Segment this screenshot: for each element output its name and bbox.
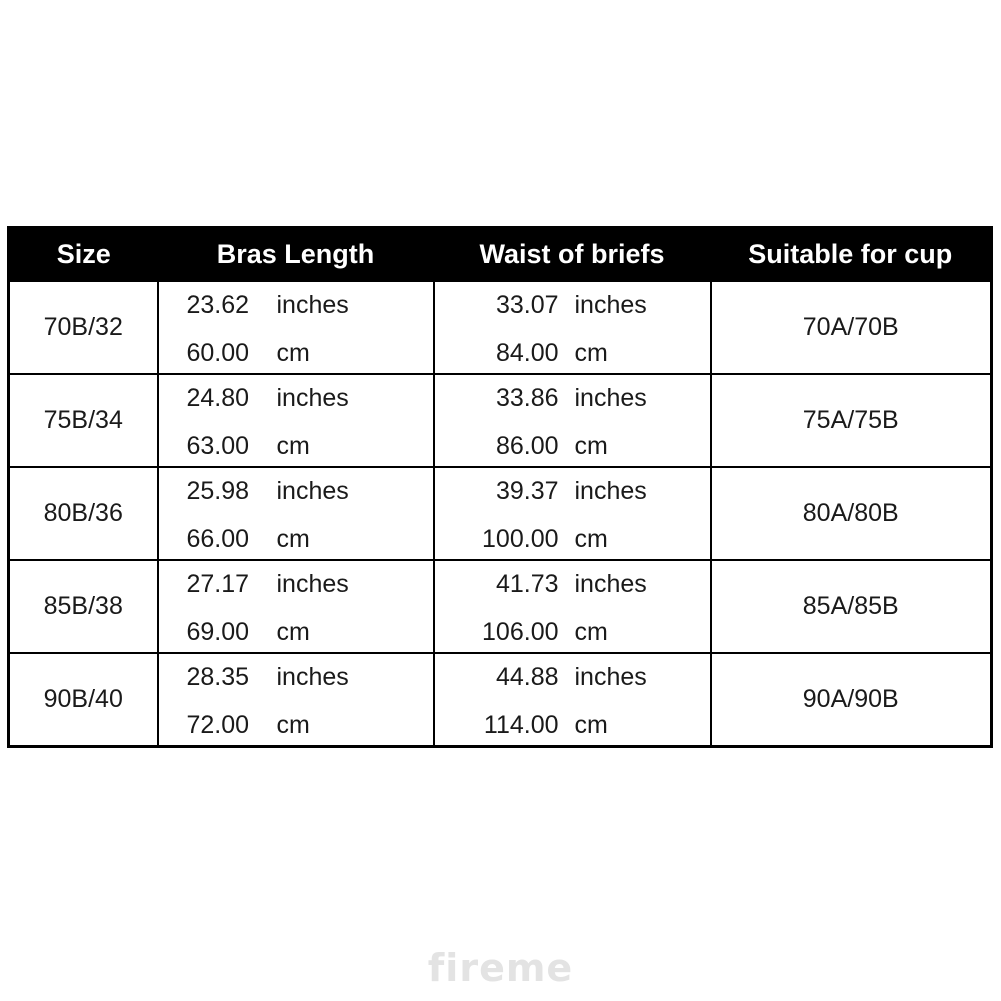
cm-unit: cm: [574, 339, 608, 367]
cup-cell: 90A/90B: [711, 653, 992, 747]
cm-unit: cm: [574, 525, 608, 553]
waist-cell: [434, 374, 711, 467]
bras-length-cell: [158, 467, 434, 560]
header-suitable-for-cup: Suitable for cup: [711, 228, 992, 282]
bras-length-cell: [158, 281, 434, 374]
bras-cm-value: 72.00: [186, 711, 250, 739]
header-row: [9, 228, 992, 282]
waist-cm-value: 114.00: [483, 711, 559, 739]
cm-unit: cm: [574, 432, 608, 460]
table-row: [9, 467, 992, 560]
inches-unit: inches: [276, 663, 349, 691]
inches-unit: inches: [574, 477, 647, 505]
bras-cm-value: 69.00: [186, 618, 250, 646]
bras-inches-value: 28.35: [186, 663, 250, 691]
cup-cell: 80A/80B: [711, 467, 992, 560]
bras-cm-value: 63.00: [186, 432, 250, 460]
waist-cell: [434, 653, 711, 747]
watermark-logo: fireme: [427, 946, 574, 990]
waist-inches-value: 39.37: [495, 477, 559, 505]
size-cell: 85B/38: [9, 560, 158, 653]
bras-length-cell: [158, 374, 434, 467]
inches-unit: inches: [276, 570, 349, 598]
inches-unit: inches: [574, 570, 647, 598]
bras-cm-value: 66.00: [186, 525, 250, 553]
inches-unit: inches: [574, 663, 647, 691]
waist-cm-value: 84.00: [495, 339, 559, 367]
cm-unit: cm: [574, 711, 608, 739]
cm-unit: cm: [276, 339, 310, 367]
inches-unit: inches: [276, 477, 349, 505]
bras-inches-value: 25.98: [186, 477, 250, 505]
table-row: [9, 281, 992, 374]
waist-inches-value: 44.88: [495, 663, 559, 691]
header-bras-length: Bras Length: [158, 228, 434, 282]
inches-unit: inches: [574, 384, 647, 412]
bras-length-cell: [158, 653, 434, 747]
bras-length-cell: [158, 560, 434, 653]
header-size: Size: [9, 228, 158, 282]
bras-inches-value: 23.62: [186, 291, 250, 319]
size-cell: 90B/40: [9, 653, 158, 747]
waist-cm-value: 100.00: [482, 525, 559, 553]
waist-inches-value: 41.73: [495, 570, 559, 598]
cm-unit: cm: [276, 525, 310, 553]
bras-cm-value: 60.00: [186, 339, 250, 367]
cm-unit: cm: [574, 618, 608, 646]
waist-cell: [434, 467, 711, 560]
inches-unit: inches: [276, 291, 349, 319]
table-row: [9, 560, 992, 653]
waist-cell: [434, 281, 711, 374]
cup-cell: 75A/75B: [711, 374, 992, 467]
bras-inches-value: 24.80: [186, 384, 250, 412]
cup-cell: 85A/85B: [711, 560, 992, 653]
table-row: [9, 653, 992, 747]
size-cell: 70B/32: [9, 281, 158, 374]
header-waist-of-briefs: Waist of briefs: [434, 228, 711, 282]
inches-unit: inches: [574, 291, 647, 319]
cup-cell: 70A/70B: [711, 281, 992, 374]
bras-inches-value: 27.17: [186, 570, 250, 598]
cm-unit: cm: [276, 618, 310, 646]
size-cell: 80B/36: [9, 467, 158, 560]
inches-unit: inches: [276, 384, 349, 412]
waist-cm-value: 86.00: [495, 432, 559, 460]
waist-cm-value: 106.00: [482, 618, 559, 646]
waist-inches-value: 33.86: [495, 384, 559, 412]
size-chart-table: [7, 226, 993, 748]
waist-cell: [434, 560, 711, 653]
cm-unit: cm: [276, 711, 310, 739]
cm-unit: cm: [276, 432, 310, 460]
waist-inches-value: 33.07: [495, 291, 559, 319]
size-cell: 75B/34: [9, 374, 158, 467]
table-row: [9, 374, 992, 467]
